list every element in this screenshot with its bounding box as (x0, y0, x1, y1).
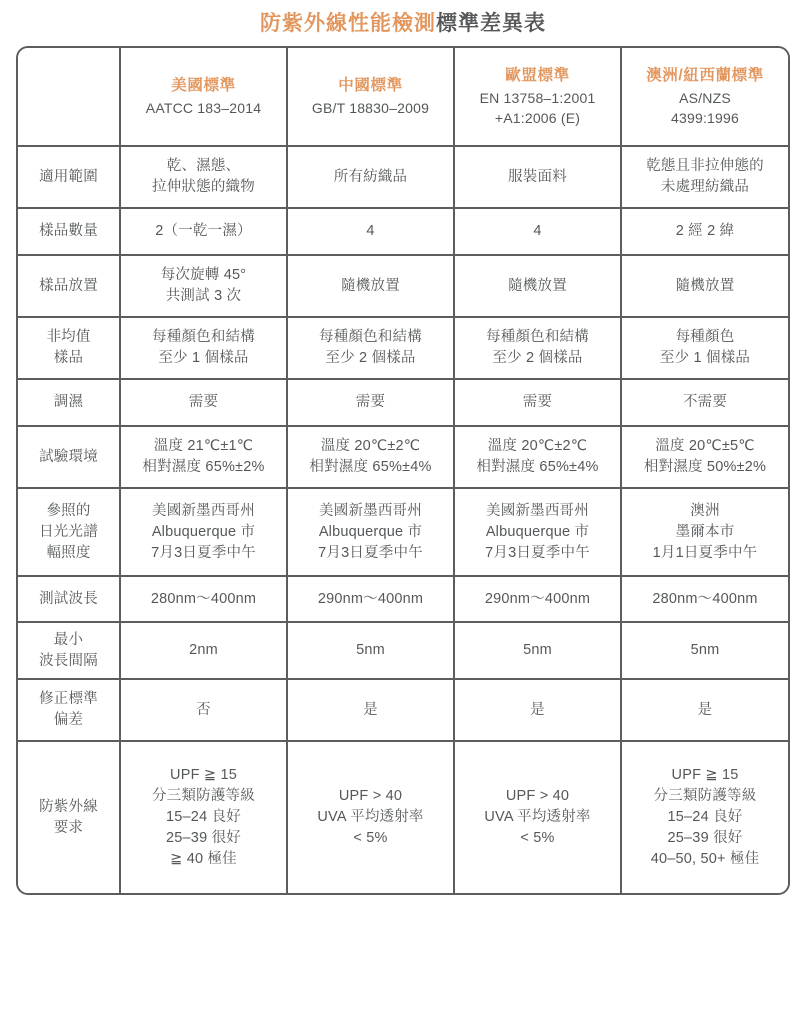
table-cell (454, 317, 621, 379)
table-cell-line: 290nm～400nm (484, 590, 591, 607)
table-cell (120, 317, 287, 379)
column-header-name: 美國標準 (171, 76, 236, 94)
table-cell-line: UPF ≧ 15 (170, 767, 237, 784)
column-header-3 (454, 48, 621, 146)
table-cell-line: 溫度 20℃±2℃ (487, 438, 588, 455)
standards-comparison-table (18, 48, 788, 893)
table-cell (287, 426, 454, 488)
table-cell (621, 679, 788, 741)
table-cell-line: 每種顏色和結構 (486, 329, 589, 346)
column-header-name: 澳洲/紐西蘭標準 (646, 66, 764, 84)
table-cell-line: 2 經 2 緯 (675, 223, 735, 240)
table-cell-line: ≧ 40 極佳 (170, 851, 237, 868)
page-title (0, 0, 806, 46)
row-label-line: 樣品放置 (39, 277, 98, 294)
column-header-2 (287, 48, 454, 146)
page-title-accent: 防紫外線性能檢測 (260, 12, 436, 35)
table-cell (621, 255, 788, 317)
table-cell-line: 墨爾本市 (675, 523, 735, 540)
table-cell-line: 乾、濕態、 (166, 158, 241, 175)
table-cell (287, 208, 454, 255)
table-cell-line: 7月3日夏季中午 (151, 544, 256, 561)
table-cell (120, 208, 287, 255)
table-row (18, 622, 788, 679)
table-cell (621, 426, 788, 488)
table-cell-line: 2nm (189, 642, 218, 659)
table-cell-line: 需要 (355, 394, 386, 411)
table-cell-line: 相對濕度 65%±2% (142, 459, 265, 476)
table-cell (287, 576, 454, 622)
table-cell-line: 溫度 21℃±1℃ (153, 438, 254, 455)
table-row (18, 426, 788, 488)
table-cell (287, 488, 454, 576)
row-label-line: 波長間隔 (39, 652, 98, 669)
table-cell (454, 741, 621, 893)
row-label (18, 208, 120, 255)
table-cell (287, 146, 454, 208)
table-cell-line: 每種顏色 (675, 329, 735, 346)
table-cell (120, 426, 287, 488)
table-body (18, 48, 788, 893)
table-cell (621, 576, 788, 622)
row-label (18, 146, 120, 208)
column-header-code: GB/T 18830–2009 (311, 99, 430, 116)
table-cell-line: 15–24 良好 (667, 809, 743, 826)
table-cell (621, 622, 788, 679)
table-cell (621, 379, 788, 426)
table-cell (454, 679, 621, 741)
table-cell-line: 共測試 3 次 (165, 288, 242, 305)
table-cell (621, 317, 788, 379)
table-cell-line: 7月3日夏季中午 (485, 544, 590, 561)
table-cell (287, 255, 454, 317)
table-cell-line: 15–24 良好 (166, 809, 241, 826)
table-row (18, 146, 788, 208)
column-header-code: EN 13758–1:2001 (479, 90, 596, 107)
row-label-line: 修正標準 (39, 691, 98, 708)
table-cell (120, 488, 287, 576)
table-cell-line: 5nm (523, 642, 552, 659)
table-cell-line: 至少 1 個樣品 (659, 350, 751, 367)
row-label-line: 偏差 (53, 712, 84, 729)
table-cell (287, 317, 454, 379)
table-cell-line: 相對濕度 65%±4% (309, 459, 432, 476)
table-cell (287, 622, 454, 679)
row-label-line: 防紫外線 (39, 798, 98, 815)
table-cell (287, 379, 454, 426)
table-cell-line: 1月1日夏季中午 (652, 544, 758, 561)
table-cell-line: 分三類防護等級 (152, 788, 255, 805)
table-cell (120, 622, 287, 679)
table-cell-line: 每次旋轉 45° (160, 267, 247, 284)
table-cell-line: Albuquerque 市 (318, 523, 423, 540)
table-cell (120, 679, 287, 741)
row-label (18, 488, 120, 576)
table-cell (621, 488, 788, 576)
table-cell-line: 每種顏色和結構 (152, 329, 255, 346)
column-header-name: 中國標準 (338, 76, 403, 94)
table-header-row (18, 48, 788, 146)
table-cell-line: 美國新墨西哥州 (486, 502, 589, 519)
table-cell (287, 679, 454, 741)
table-row (18, 208, 788, 255)
table-cell-line: 澳洲 (690, 502, 720, 519)
table-cell (454, 622, 621, 679)
table-cell-line: < 5% (520, 830, 555, 847)
row-label (18, 426, 120, 488)
table-cell-line: 隨機放置 (675, 277, 735, 294)
table-cell-line: 溫度 20℃±5℃ (655, 438, 755, 455)
table-row (18, 317, 788, 379)
table-cell-line: 每種顏色和結構 (319, 329, 422, 346)
row-label-line: 非均值 (46, 329, 91, 346)
table-cell-line: UVA 平均透射率 (484, 809, 591, 826)
table-cell-line: UPF > 40 (505, 788, 570, 805)
row-label-line: 參照的 (46, 502, 91, 519)
table-cell (454, 379, 621, 426)
table-cell (454, 576, 621, 622)
table-cell-line: UPF > 40 (338, 788, 403, 805)
table-cell-line: 需要 (522, 394, 553, 411)
table-row (18, 741, 788, 893)
table-cell (120, 146, 287, 208)
table-cell-line: 乾態且非拉伸態的 (646, 158, 764, 175)
table-cell-line: Albuquerque 市 (485, 523, 590, 540)
row-label-line: 試驗環境 (39, 448, 98, 465)
table-cell-line: 5nm (690, 642, 720, 659)
table-cell-line: 是 (697, 701, 713, 718)
row-label (18, 379, 120, 426)
table-cell (454, 488, 621, 576)
table-cell-line: 美國新墨西哥州 (319, 502, 422, 519)
table-cell-line: UPF ≧ 15 (671, 767, 739, 784)
column-header-name: 歐盟標準 (505, 66, 570, 84)
column-header-1 (120, 48, 287, 146)
row-label (18, 741, 120, 893)
table-cell-line: 不需要 (682, 394, 728, 411)
row-label-line: 日光光譜 (39, 523, 98, 540)
table-cell-line: 隨機放置 (508, 277, 567, 294)
table-cell-line: 至少 1 個樣品 (158, 350, 249, 367)
table-cell (120, 255, 287, 317)
table-cell-line: 至少 2 個樣品 (492, 350, 583, 367)
row-label (18, 679, 120, 741)
table-cell-line: 290nm～400nm (317, 590, 424, 607)
column-header-4 (621, 48, 788, 146)
table-cell-line: 280nm～400nm (150, 590, 257, 607)
page-title-plain: 標準差異表 (436, 12, 546, 35)
table-cell-line: 4 (533, 223, 542, 240)
row-label-line: 測試波長 (39, 590, 98, 607)
table-row (18, 576, 788, 622)
row-label-line: 調濕 (53, 394, 84, 411)
table-cell (454, 255, 621, 317)
table-cell-line: 拉伸狀態的織物 (152, 179, 255, 196)
row-label-line: 適用範圍 (39, 168, 98, 185)
table-row (18, 379, 788, 426)
table-row (18, 679, 788, 741)
table-row (18, 488, 788, 576)
table-cell-line: 280nm～400nm (652, 590, 758, 607)
table-cell-line: 4 (366, 223, 375, 240)
table-cell (621, 146, 788, 208)
column-header-code: AS/NZS (679, 90, 731, 107)
row-label (18, 255, 120, 317)
table-cell (120, 576, 287, 622)
row-label (18, 622, 120, 679)
row-label (18, 317, 120, 379)
table-cell-line: 5nm (356, 642, 385, 659)
table-cell (454, 208, 621, 255)
table-cell-line: 相對濕度 50%±2% (643, 459, 767, 476)
column-header-code: 4399:1996 (671, 109, 739, 126)
table-corner-cell (18, 48, 120, 146)
table-cell (454, 426, 621, 488)
table-cell-line: 相對濕度 65%±4% (476, 459, 599, 476)
table-cell-line: 25–39 很好 (667, 830, 743, 847)
table-cell-line: 需要 (188, 394, 219, 411)
table-cell (621, 741, 788, 893)
table-cell-line: 溫度 20℃±2℃ (320, 438, 421, 455)
table-cell (120, 741, 287, 893)
table-cell-line: 25–39 很好 (166, 830, 241, 847)
table-cell-line: Albuquerque 市 (151, 523, 256, 540)
table-cell-line: UVA 平均透射率 (317, 809, 424, 826)
row-label-line: 樣品數量 (39, 223, 98, 240)
table-cell-line: 服裝面料 (508, 168, 567, 185)
table-cell-line: 否 (196, 701, 211, 718)
row-label-line: 樣品 (53, 350, 84, 367)
row-label-line: 要求 (53, 819, 84, 836)
table-cell-line: 分三類防護等級 (653, 788, 757, 805)
table-cell-line: 是 (363, 701, 378, 718)
table-cell-line: 所有紡織品 (333, 168, 408, 185)
table-cell (621, 208, 788, 255)
standards-comparison-table-frame (16, 46, 790, 895)
table-cell-line: 美國新墨西哥州 (152, 502, 255, 519)
table-row (18, 255, 788, 317)
row-label-line: 輻照度 (46, 544, 91, 561)
table-cell-line: 未處理紡織品 (660, 179, 750, 196)
column-header-code: +A1:2006 (E) (494, 109, 581, 126)
row-label-line: 最小 (53, 631, 84, 648)
table-cell-line: 是 (530, 701, 545, 718)
table-cell-line: 至少 2 個樣品 (325, 350, 416, 367)
column-header-code: AATCC 183–2014 (145, 99, 262, 116)
table-cell (454, 146, 621, 208)
row-label (18, 576, 120, 622)
table-cell-line: < 5% (353, 830, 388, 847)
table-cell-line: 隨機放置 (341, 277, 400, 294)
table-cell-line: 2（一乾一濕） (155, 223, 252, 240)
table-cell-line: 40–50, 50+ 極佳 (650, 851, 760, 868)
table-cell-line: 7月3日夏季中午 (318, 544, 423, 561)
table-cell (120, 379, 287, 426)
table-cell (287, 741, 454, 893)
